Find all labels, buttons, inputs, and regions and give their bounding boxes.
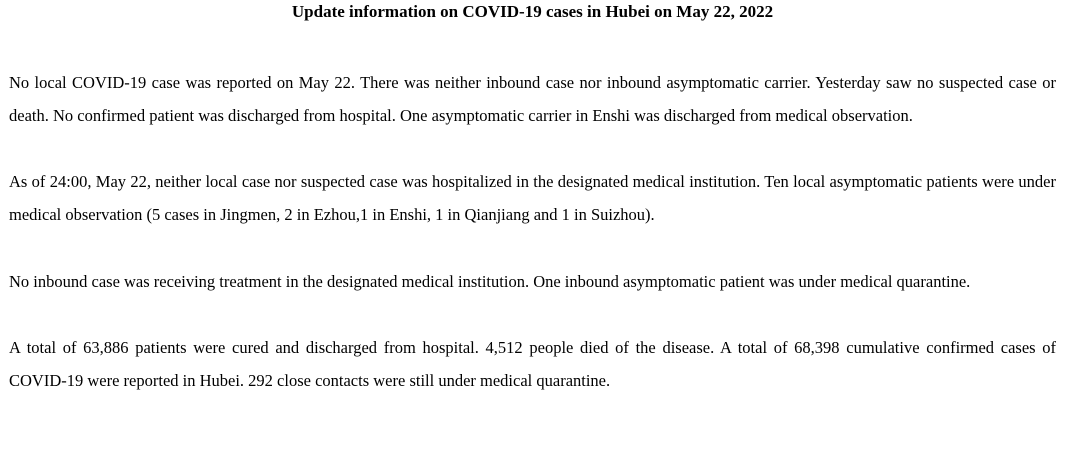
paragraph-hospitalization-status: As of 24:00, May 22, neither local case nor suspected case was hospitalized in the designated medical institution. Ten local asymptomatic patients were under medical observation (5 cases in Jingmen, 2 in Ezhou,1 in Enshi, 1 in Qianjiang and 1 in Suizhou). xyxy=(9,172,1056,224)
document-title: Update information on COVID-19 cases in Hubei on May 22, 2022 xyxy=(291,2,774,21)
paragraph-inbound-status: No inbound case was receiving treatment in the designated medical institution. One inbound asymptomatic patient was under medical quarantine. xyxy=(9,272,971,291)
paragraph-cumulative-totals: A total of 63,886 patients were cured and discharged from hospital. 4,512 people died of the disease. A total of 68,398 cumulative confirmed cases of COVID-19 were reported in Hubei. 292 close contacts were still under medical quarantine. xyxy=(9,338,1056,390)
paragraph-daily-report: No local COVID-19 case was reported on May 22. There was neither inbound case nor inbound asymptomatic carrier. Yesterday saw no suspected case or death. No confirmed patient was discharged from hospital. One asymptomatic carrier in Enshi was discharged from medical observation. xyxy=(9,73,1056,125)
